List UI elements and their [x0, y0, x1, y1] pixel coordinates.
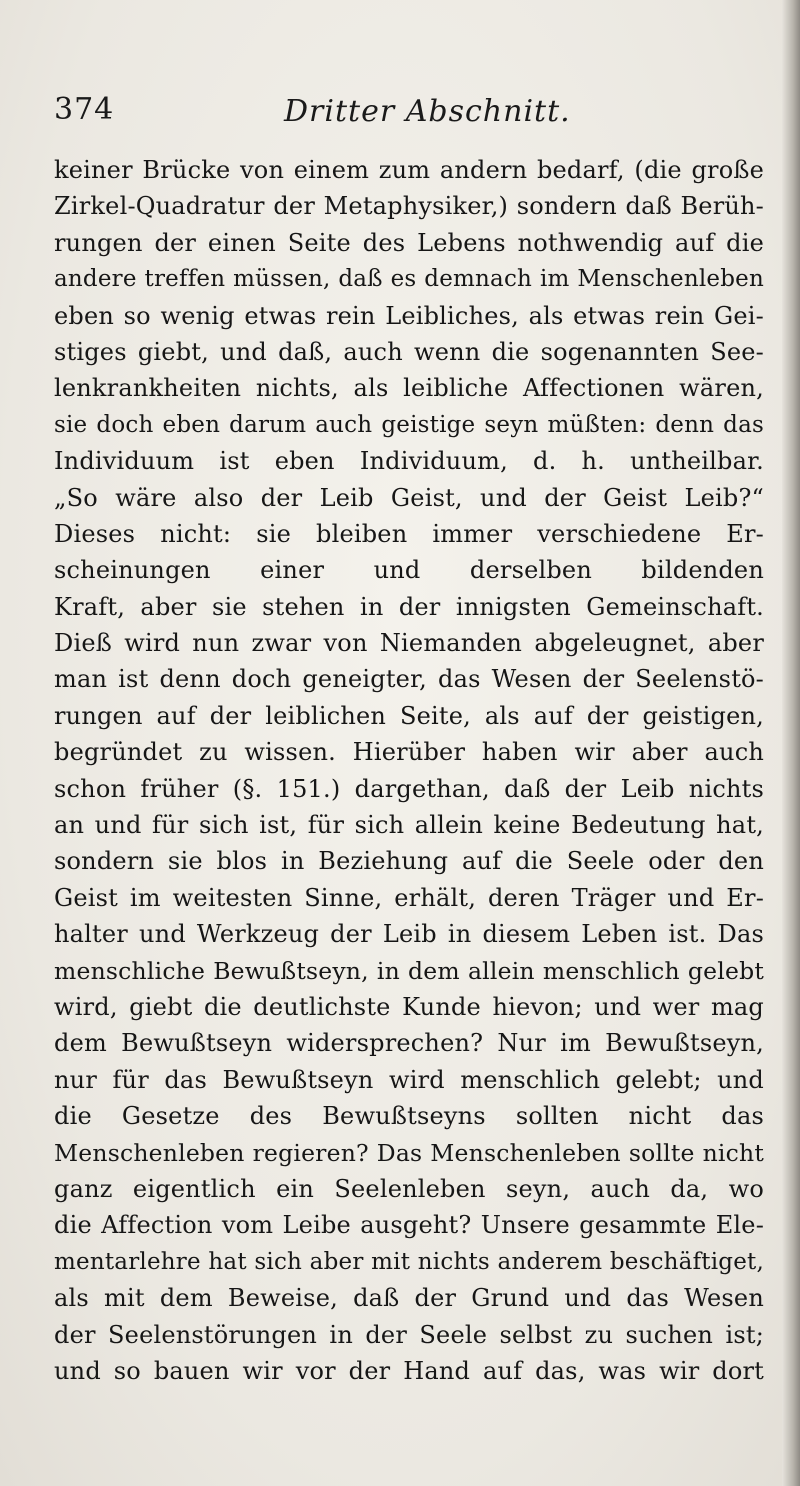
- text-line: die Gesetze des Bewußtseyns sollten nicht das: [54, 1102, 764, 1131]
- page-spine-shadow: [782, 0, 800, 1486]
- text-line: scheinungen einer und derselben bildenden: [54, 556, 764, 585]
- text-line: keiner Brücke von einem zum andern bedarf, (die große: [54, 156, 764, 184]
- text-line: begründet zu wissen. Hierüber haben wir aber auch: [54, 738, 764, 767]
- text-line: Menschenleben regieren? Das Menschenleben sollte nicht: [54, 1138, 764, 1167]
- text-line: Geist im weitesten Sinne, erhält, deren Träger und Er-: [54, 883, 764, 912]
- text-line: halter und Werkzeug der Leib in diesem Leben ist. Das: [54, 920, 764, 949]
- text-line: dem Bewußtseyn widersprechen? Nur im Bewußtseyn,: [54, 1029, 764, 1058]
- page-number: 374: [54, 92, 115, 127]
- text-line: eben so wenig etwas rein Leibliches, als etwas rein Gei-: [54, 301, 764, 330]
- body-text: [54, 152, 764, 1389]
- text-line: andere treffen müssen, daß es demnach im Menschenleben: [54, 266, 764, 293]
- text-line: Individuum ist eben Individuum, d. h. untheilbar.: [54, 447, 764, 476]
- text-line: und so bauen wir vor der Hand auf das, was wir dort: [54, 1356, 764, 1385]
- text-line: rungen auf der leiblichen Seite, als auf der geistigen,: [54, 701, 764, 730]
- text-line: an und für sich ist, für sich allein keine Bedeutung hat,: [54, 811, 764, 840]
- text-line: nur für das Bewußtseyn wird menschlich gelebt; und: [54, 1065, 764, 1094]
- text-line: wird, giebt die deutlichste Kunde hievon; und wer mag: [54, 992, 764, 1021]
- text-line: die Affection vom Leibe ausgeht? Unsere gesammte Ele-: [54, 1211, 764, 1240]
- text-line: rungen der einen Seite des Lebens nothwendig auf die: [54, 228, 764, 257]
- text-line: ganz eigentlich ein Seelenleben seyn, auch da, wo: [54, 1174, 764, 1203]
- text-line: der Seelenstörungen in der Seele selbst zu suchen ist;: [54, 1320, 764, 1349]
- text-line: Dieß wird nun zwar von Niemanden abgeleugnet, aber: [54, 629, 764, 658]
- text-line: schon früher (§. 151.) dargethan, daß der Leib nichts: [54, 774, 764, 803]
- page-header: [54, 92, 760, 140]
- text-line: sondern sie blos in Beziehung auf die Seele oder den: [54, 847, 764, 876]
- text-line: lenkrankheiten nichts, als leibliche Affectionen wären,: [54, 374, 764, 403]
- text-line: mentarlehre hat sich aber mit nichts anderem beschäftiget,: [54, 1248, 764, 1275]
- text-line: man ist denn doch geneigter, das Wesen der Seelenstö-: [54, 665, 764, 694]
- text-line: stiges giebt, und daß, auch wenn die sogenannten See-: [54, 337, 764, 366]
- text-line: sie doch eben darum auch geistige seyn müßten: denn das: [54, 411, 764, 438]
- text-line: „So wäre also der Leib Geist, und der Geist Leib?“: [54, 483, 764, 512]
- text-line: Dieses nicht: sie bleiben immer verschiedene Er-: [54, 519, 764, 548]
- running-head: Dritter Abschnitt.: [284, 94, 571, 129]
- text-line: Zirkel-Quadratur der Metaphysiker,) sondern daß Berüh-: [54, 192, 764, 221]
- text-line: als mit dem Beweise, daß der Grund und das Wesen: [54, 1284, 764, 1313]
- text-line: Kraft, aber sie stehen in der innigsten Gemeinschaft.: [54, 592, 764, 621]
- text-line: menschliche Bewußtseyn, in dem allein menschlich gelebt: [54, 956, 764, 985]
